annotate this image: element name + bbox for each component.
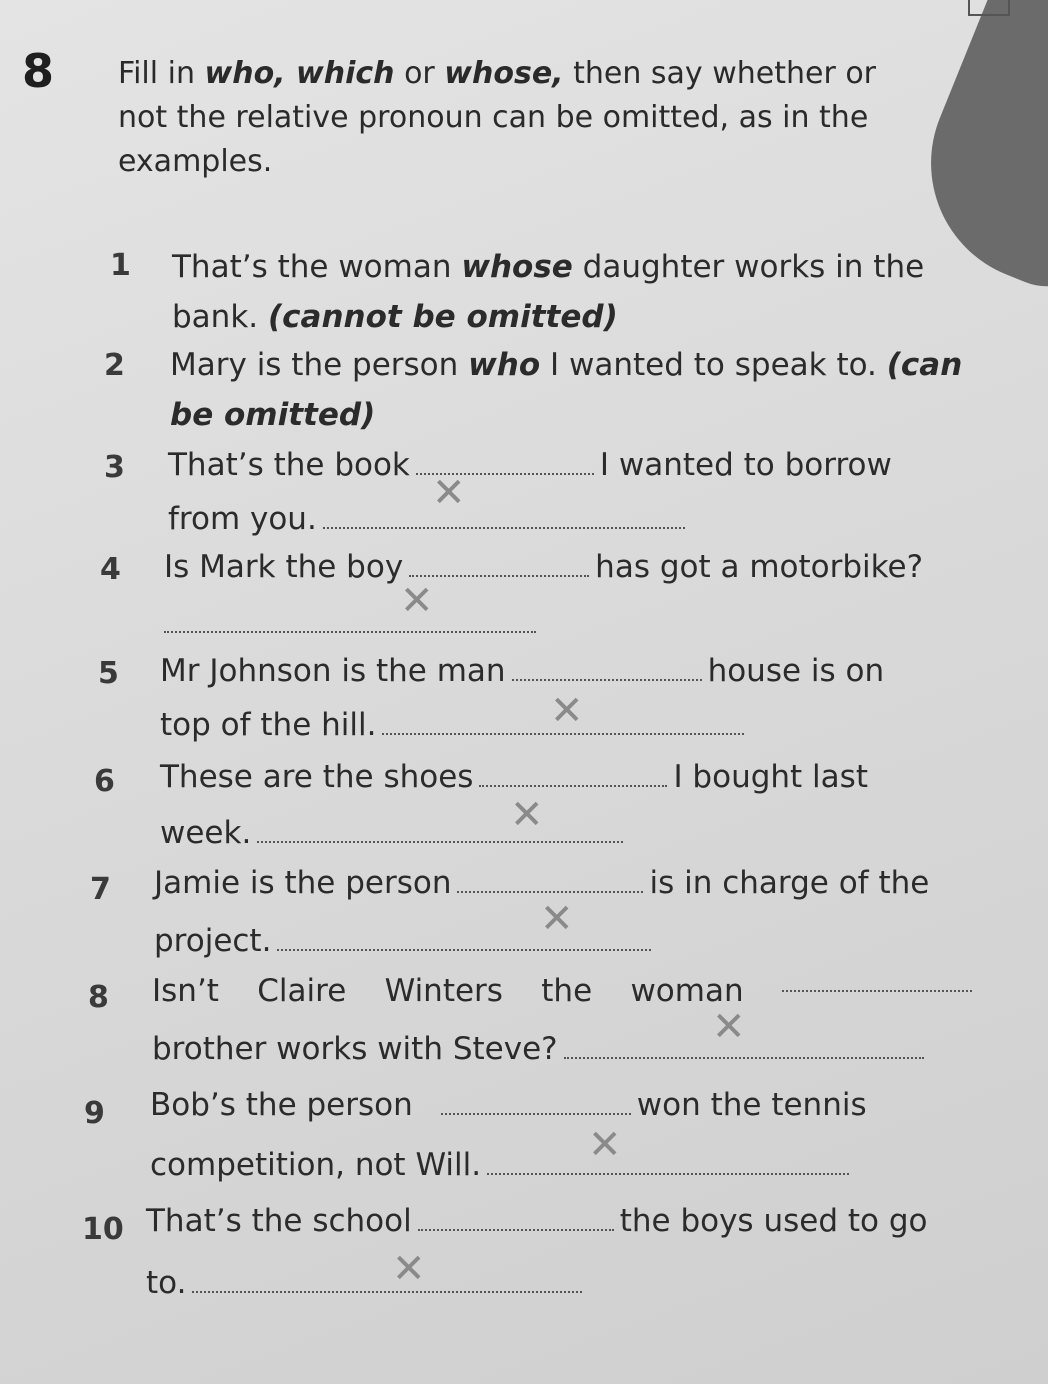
answer-blank[interactable] bbox=[192, 1267, 582, 1293]
item-number: 2 bbox=[104, 348, 125, 383]
item-line: That’s the school the boys used to go bbox=[146, 1203, 928, 1239]
instructions: Fill in who, which or whose, then say whether or not the relative pronoun can be omitted, as in the examples. bbox=[118, 56, 877, 179]
answer-blank[interactable] bbox=[164, 607, 536, 633]
handwritten-cross: ✕ bbox=[432, 470, 466, 516]
item-line: be omitted) bbox=[170, 397, 376, 433]
handwritten-cross: ✕ bbox=[540, 896, 574, 942]
handwritten-cross: ✕ bbox=[392, 1246, 426, 1292]
answer-blank[interactable] bbox=[782, 966, 972, 992]
item-line: That’s the woman whose daughter works in the bbox=[172, 249, 925, 285]
answer-blank[interactable] bbox=[479, 761, 667, 787]
handwritten-cross: ✕ bbox=[550, 688, 584, 734]
item-line: Bob’s the person won the tennis bbox=[150, 1087, 867, 1123]
item-line: competition, not Will. bbox=[150, 1140, 855, 1190]
item-line: to. bbox=[146, 1258, 588, 1308]
answer-blank[interactable] bbox=[257, 817, 623, 843]
item-number: 7 bbox=[90, 872, 111, 907]
item-line: These are the shoes I bought last bbox=[160, 759, 868, 795]
corner-mark bbox=[968, 0, 1010, 16]
item-number: 4 bbox=[100, 552, 121, 587]
item-line: from you. bbox=[168, 494, 691, 544]
item-number: 6 bbox=[94, 764, 115, 799]
item-line: Mary is the person who I wanted to speak to. (can bbox=[170, 347, 963, 383]
answer-blank[interactable] bbox=[323, 503, 685, 529]
handwritten-cross: ✕ bbox=[510, 792, 544, 838]
item-number: 10 bbox=[82, 1212, 124, 1247]
answer-blank[interactable] bbox=[512, 655, 702, 681]
item-number: 3 bbox=[104, 450, 125, 485]
answer-blank[interactable] bbox=[457, 867, 643, 893]
item-number: 1 bbox=[110, 248, 131, 283]
item-line: Is Mark the boy has got a motorbike? bbox=[164, 549, 924, 585]
item-line: bank. (cannot be omitted) bbox=[172, 299, 618, 335]
answer-blank[interactable] bbox=[441, 1089, 631, 1115]
handwritten-cross: ✕ bbox=[712, 1004, 746, 1050]
item-line: That’s the book I wanted to borrow bbox=[168, 447, 892, 483]
item-line: week. bbox=[160, 808, 629, 858]
answer-blank[interactable] bbox=[409, 551, 589, 577]
item-line: Mr Johnson is the man house is on bbox=[160, 653, 885, 689]
item-line: Jamie is the person is in charge of the bbox=[154, 865, 930, 901]
handwritten-cross: ✕ bbox=[400, 578, 434, 624]
exercise-number: 8 bbox=[22, 44, 55, 98]
item-line: brother works with Steve? bbox=[152, 1024, 930, 1074]
item-number: 5 bbox=[98, 656, 119, 691]
item-number: 8 bbox=[88, 980, 109, 1015]
handwritten-cross: ✕ bbox=[588, 1122, 622, 1168]
item-line: top of the hill. bbox=[160, 700, 750, 750]
item-line: Isn’t Claire Winters the woman bbox=[152, 966, 972, 1016]
answer-blank[interactable] bbox=[418, 1205, 614, 1231]
item-line: project. bbox=[154, 916, 657, 966]
item-number: 9 bbox=[84, 1096, 105, 1131]
answer-blank[interactable] bbox=[487, 1149, 849, 1175]
answer-blank[interactable] bbox=[277, 925, 651, 951]
item-line bbox=[164, 598, 542, 648]
